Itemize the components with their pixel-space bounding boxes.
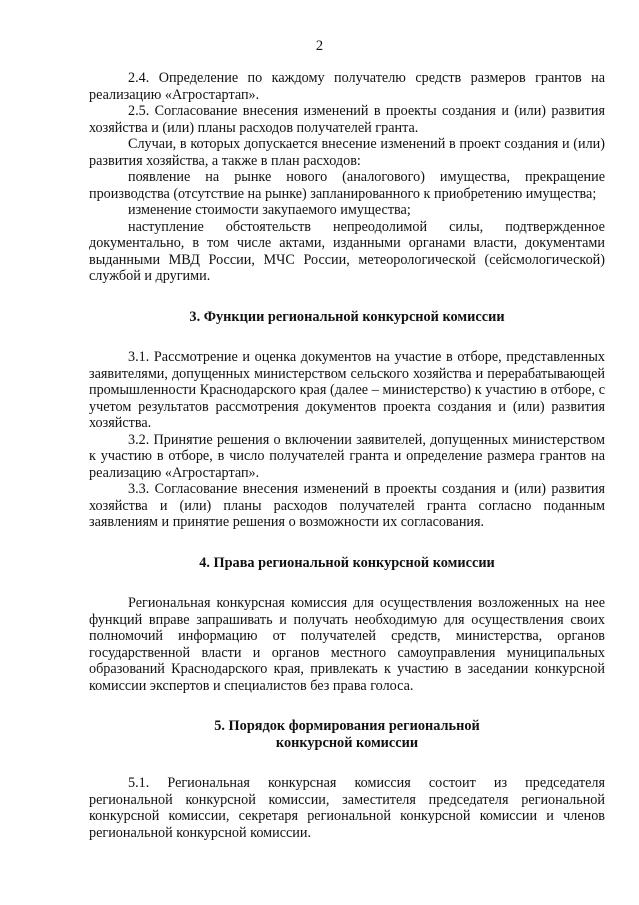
section-4-heading: 4. Права региональной конкурсной комиссии	[199, 554, 495, 571]
paragraph-change-cases: Случаи, в которых допускается внесение изменений в проект создания и (или) развития хозяйства, а также в план расходов:	[89, 136, 605, 169]
paragraph-3-3: 3.3. Согласование внесения изменений в проекты создания и (или) развития хозяйства и (или) планы расходов получателей гранта согласно поданным заявлениям и принятие решения о возможности их согласования.	[89, 481, 605, 530]
paragraph-case-new-property: появление на рынке нового (аналогового) имущества, прекращение производства (отсутствие на рынке) запланированного к приобретению имущества;	[89, 169, 605, 202]
section-5-heading-line1: 5. Порядок формирования региональной	[214, 718, 480, 734]
section-5-heading-line2: конкурсной комиссии	[275, 734, 419, 751]
paragraph-case-cost-change: изменение стоимости закупаемого имущества;	[128, 202, 411, 218]
section-3-heading: 3. Функции региональной конкурсной комиссии	[189, 308, 505, 325]
paragraph-5-1: 5.1. Региональная конкурсная комиссия состоит из председателя региональной конкурсной комиссии, заместителя председателя региональной конкурсной комиссии, секретаря региональной конкурсной комиссии и членов региональной конкурсной комиссии.	[89, 775, 605, 841]
page-number: 2	[315, 38, 324, 54]
paragraph-3-2: 3.2. Принятие решения о включении заявителей, допущенных министерством к участию в отборе, в число получателей гранта и определение размера грантов на реализацию «Агростартап».	[89, 431, 605, 481]
document-body	[89, 70, 605, 841]
paragraph-2-4: 2.4. Определение по каждому получателю средств размеров грантов на реализацию «Агростартап».	[89, 70, 605, 103]
paragraph-3-1: 3.1. Рассмотрение и оценка документов на участие в отборе, представленных заявителями, допущенных министерством сельского хозяйства и перерабатывающей промышленности Краснодарского края (далее – министерство) к участию в отборе, с учетом результатов рассмотрения документов проекта создания и (или) развития хозяйства.	[89, 349, 605, 431]
paragraph-case-force-majeure: наступление обстоятельств непреодолимой силы, подтвержденное документально, в том числе актами, изданными органами власти, документами выданными МВД России, МЧС России, метеорологической (сейсмологической) службой и другими.	[89, 218, 605, 284]
paragraph-4-rights: Региональная конкурсная комиссия для осуществления возложенных на нее функций вправе запрашивать и получать необходимую для осуществления своих полномочий информацию от получателей средств, министерства, органов государственной власти и органов местного самоуправления муниципальных образований Краснодарского края, привлекать к участию в заседании конкурсной комиссии экспертов и специалистов без права голоса.	[89, 595, 605, 694]
paragraph-2-5: 2.5. Согласование внесения изменений в проекты создания и (или) развития хозяйства и (или) планы расходов получателей гранта.	[89, 103, 605, 136]
